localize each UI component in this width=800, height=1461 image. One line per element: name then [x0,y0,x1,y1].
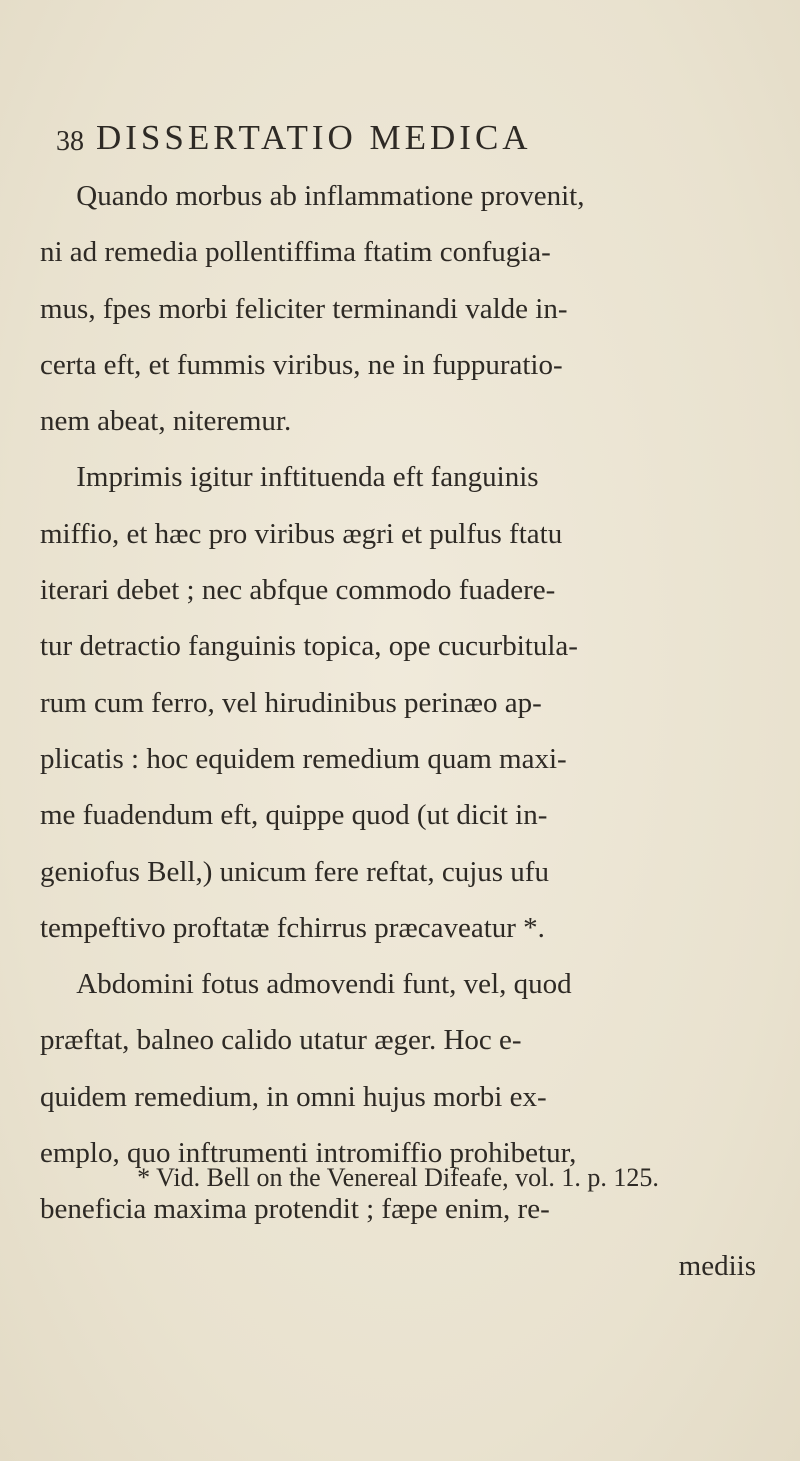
text-line: emplo, quo inftrumenti intromiffio prohibetur, [40,1137,577,1170]
text-line: nem abeat, niteremur. [40,405,292,438]
catchword: mediis [678,1249,756,1282]
text-line: me fuadendum eft, quippe quod (ut dicit in- [40,799,548,832]
footnote: * Vid. Bell on the Venereal Difeafe, vol. 1. p. 125. [137,1163,659,1192]
text-line: mus, fpes morbi feliciter terminandi valde in- [40,292,568,325]
text-line: plicatis : hoc equidem remedium quam maxi- [40,742,567,775]
text-line: ni ad remedia pollentiffima ftatim confugia- [40,236,551,269]
body-text [40,168,756,1294]
text-line: rum cum ferro, vel hirudinibus perinæo ap- [40,686,542,719]
running-head: DISSERTATIO MEDICA [96,118,532,157]
text-line: Imprimis igitur inftituenda eft fanguinis [40,461,539,494]
text-line: iterari debet ; nec abfque commodo fuadere- [40,574,556,607]
text-line: Quando morbus ab inflammatione provenit, [40,180,585,212]
text-line: geniofus Bell,) unicum fere reftat, cujus ufu [40,855,549,888]
text-line: Abdomini fotus admovendi funt, vel, quod [40,968,572,1001]
text-line: beneficia maxima protendit ; fæpe enim, re- [40,1193,550,1226]
text-line: certa eft, et fummis viribus, ne in fuppuratio- [40,348,563,381]
text-line: præftat, balneo calido utatur æger. Hoc e- [40,1024,522,1057]
text-line: tur detractio fanguinis topica, ope cucurbitula- [40,630,578,663]
text-line: quidem remedium, in omni hujus morbi ex- [40,1080,547,1113]
text-line: miffio, et hæc pro viribus ægri et pulfus ftatu [40,517,563,550]
page-number: 38 [56,126,84,157]
page-header [56,118,756,168]
text-line: tempeftivo proftatæ fchirrus præcaveatur *. [40,911,545,944]
